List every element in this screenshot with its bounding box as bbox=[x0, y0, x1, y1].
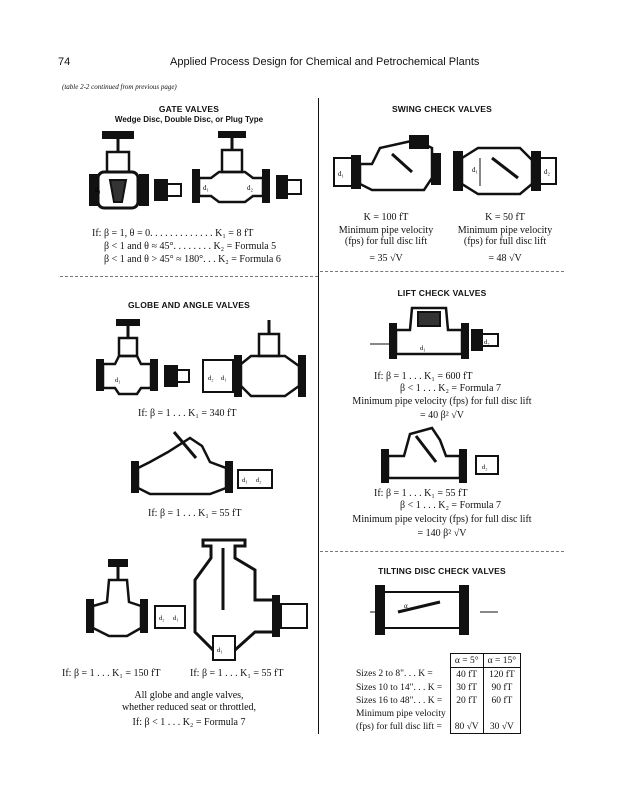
alpha-label: α bbox=[404, 602, 408, 610]
swing-right-note-2: (fps) for full disc lift bbox=[463, 236, 547, 247]
lift-check-valve-illustration bbox=[370, 302, 530, 362]
tilt-cell bbox=[450, 707, 483, 720]
page-number: 74 bbox=[58, 56, 71, 68]
d1-label: d₁ bbox=[217, 647, 223, 654]
swing-check-valve-illustration bbox=[332, 128, 562, 208]
d1-label: d₁ bbox=[115, 377, 121, 384]
d1-label: d₁ bbox=[472, 166, 478, 174]
lift-b-line-4: = 140 β² √V bbox=[417, 528, 467, 539]
tilt-cell: 60 fT bbox=[483, 694, 520, 707]
lift-b-line-2: β < 1 . . . K₂ = Formula 7 bbox=[400, 500, 501, 511]
section-divider bbox=[320, 271, 564, 272]
d1-label: d₁ bbox=[95, 186, 101, 194]
d1-label: d₁ bbox=[420, 345, 426, 352]
tilt-row-label: (fps) for full disc lift = bbox=[356, 721, 442, 732]
tilt-cell bbox=[483, 707, 520, 720]
tilting-heading: TILTING DISC CHECK VALVES bbox=[378, 566, 506, 576]
tilt-col-header-1: α = 5° bbox=[450, 654, 483, 668]
gate-subheading: Wedge Disc, Double Disc, or Plug Type bbox=[114, 115, 264, 124]
running-title: Applied Process Design for Chemical and Petrochemical Plants bbox=[170, 56, 480, 68]
d2-label: d₂ bbox=[544, 168, 550, 176]
tilt-cell: 20 fT bbox=[450, 694, 483, 707]
d2-label: d₂ bbox=[256, 477, 262, 484]
swing-right-velocity: = 48 √V bbox=[488, 253, 522, 264]
d1-label: d₁ bbox=[221, 375, 227, 382]
gate-line-1: If: β = 1, θ = 0. . . . . . . . . . . . . K₁ = 8 fT bbox=[92, 228, 254, 239]
tilt-cell: 30 √V bbox=[483, 720, 520, 734]
swing-left-note-1: Minimum pipe velocity bbox=[338, 225, 434, 236]
tilt-cell: 90 fT bbox=[483, 681, 520, 694]
tilt-col-header-2: α = 15° bbox=[483, 654, 520, 668]
gate-line-2: β < 1 and θ ≈ 45°. . . . . . . . K₂ = Formula 5 bbox=[104, 241, 277, 252]
globe-note-2: whether reduced seat or throttled, bbox=[121, 702, 257, 713]
y-globe-valve-illustration bbox=[130, 432, 280, 500]
d1-label: d₁ bbox=[203, 184, 209, 192]
tilt-cell: 40 fT bbox=[450, 668, 483, 682]
lift-a-line-1: If: β = 1 . . . K₁ = 600 fT bbox=[374, 371, 473, 382]
globe-line-1: If: β = 1 . . . K₁ = 340 fT bbox=[138, 408, 237, 419]
tilt-row-label: Minimum pipe velocity bbox=[356, 708, 446, 719]
column-divider bbox=[318, 98, 319, 734]
tilt-cell: 80 √V bbox=[450, 720, 483, 734]
tilt-cell: 30 fT bbox=[450, 681, 483, 694]
globe-valve-illustration bbox=[95, 320, 315, 400]
tilting-disc-table bbox=[352, 653, 521, 734]
tilting-disc-valve-illustration bbox=[370, 582, 530, 640]
d1-label: d₁ bbox=[242, 477, 248, 484]
gate-heading: GATE VALVES bbox=[158, 104, 220, 114]
d2-label: d₂ bbox=[247, 184, 253, 192]
globe-note-1: All globe and angle valves, bbox=[134, 690, 244, 701]
swing-left-k: K = 100 fT bbox=[363, 212, 409, 223]
angle-valve-illustration bbox=[85, 540, 310, 660]
globe-line-2: If: β = 1 . . . K₁ = 55 fT bbox=[148, 508, 242, 519]
tilt-cell: 120 fT bbox=[483, 668, 520, 682]
lift-b-line-3: Minimum pipe velocity (fps) for full disc lift bbox=[352, 514, 532, 525]
d1-label: d₁ bbox=[338, 170, 344, 178]
swing-left-note-2: (fps) for full disc lift bbox=[344, 236, 428, 247]
section-divider bbox=[60, 276, 318, 277]
swing-heading: SWING CHECK VALVES bbox=[391, 104, 493, 114]
gate-line-3: β < 1 and θ > 45° ≈ 180°. . . K₂ = Formula 6 bbox=[104, 254, 281, 265]
swing-left-velocity: = 35 √V bbox=[369, 253, 403, 264]
d2-label: d₂ bbox=[159, 615, 165, 622]
globe-line-3a: If: β = 1 . . . K₁ = 150 fT bbox=[62, 668, 161, 679]
globe-note-3: If: β < 1 . . . K₂ = Formula 7 bbox=[132, 717, 246, 728]
lift-a-line-2: β < 1 . . . K₂ = Formula 7 bbox=[400, 383, 501, 394]
d2-label: d₂ bbox=[208, 375, 214, 382]
tilt-row-label: Sizes 16 to 48". . . K = bbox=[356, 695, 443, 706]
tilt-row-label: Sizes 10 to 14". . . K = bbox=[356, 682, 443, 693]
swing-right-k: K = 50 fT bbox=[485, 212, 525, 223]
tilt-row-label: Sizes 2 to 8". . . K = bbox=[356, 669, 433, 680]
lift-a-line-4: = 40 β² √V bbox=[420, 410, 464, 421]
lift-a-line-3: Minimum pipe velocity (fps) for full disc lift bbox=[352, 396, 532, 407]
y-lift-check-valve-illustration bbox=[380, 426, 530, 486]
section-divider bbox=[320, 551, 564, 552]
d1-label: d₁ bbox=[173, 615, 179, 622]
globe-line-3b: If: β = 1 . . . K₁ = 55 fT bbox=[190, 668, 284, 679]
d2-label: d₂ bbox=[484, 339, 490, 346]
continuation-note: (table 2-2 continued from previous page) bbox=[62, 83, 177, 91]
lift-heading: LIFT CHECK VALVES bbox=[397, 288, 487, 298]
gate-valve-illustration bbox=[85, 130, 305, 215]
globe-heading: GLOBE AND ANGLE VALVES bbox=[128, 300, 250, 310]
swing-right-note-1: Minimum pipe velocity bbox=[457, 225, 553, 236]
d2-label: d₂ bbox=[482, 464, 488, 471]
lift-b-line-1: If: β = 1 . . . K₁ = 55 fT bbox=[374, 488, 468, 499]
